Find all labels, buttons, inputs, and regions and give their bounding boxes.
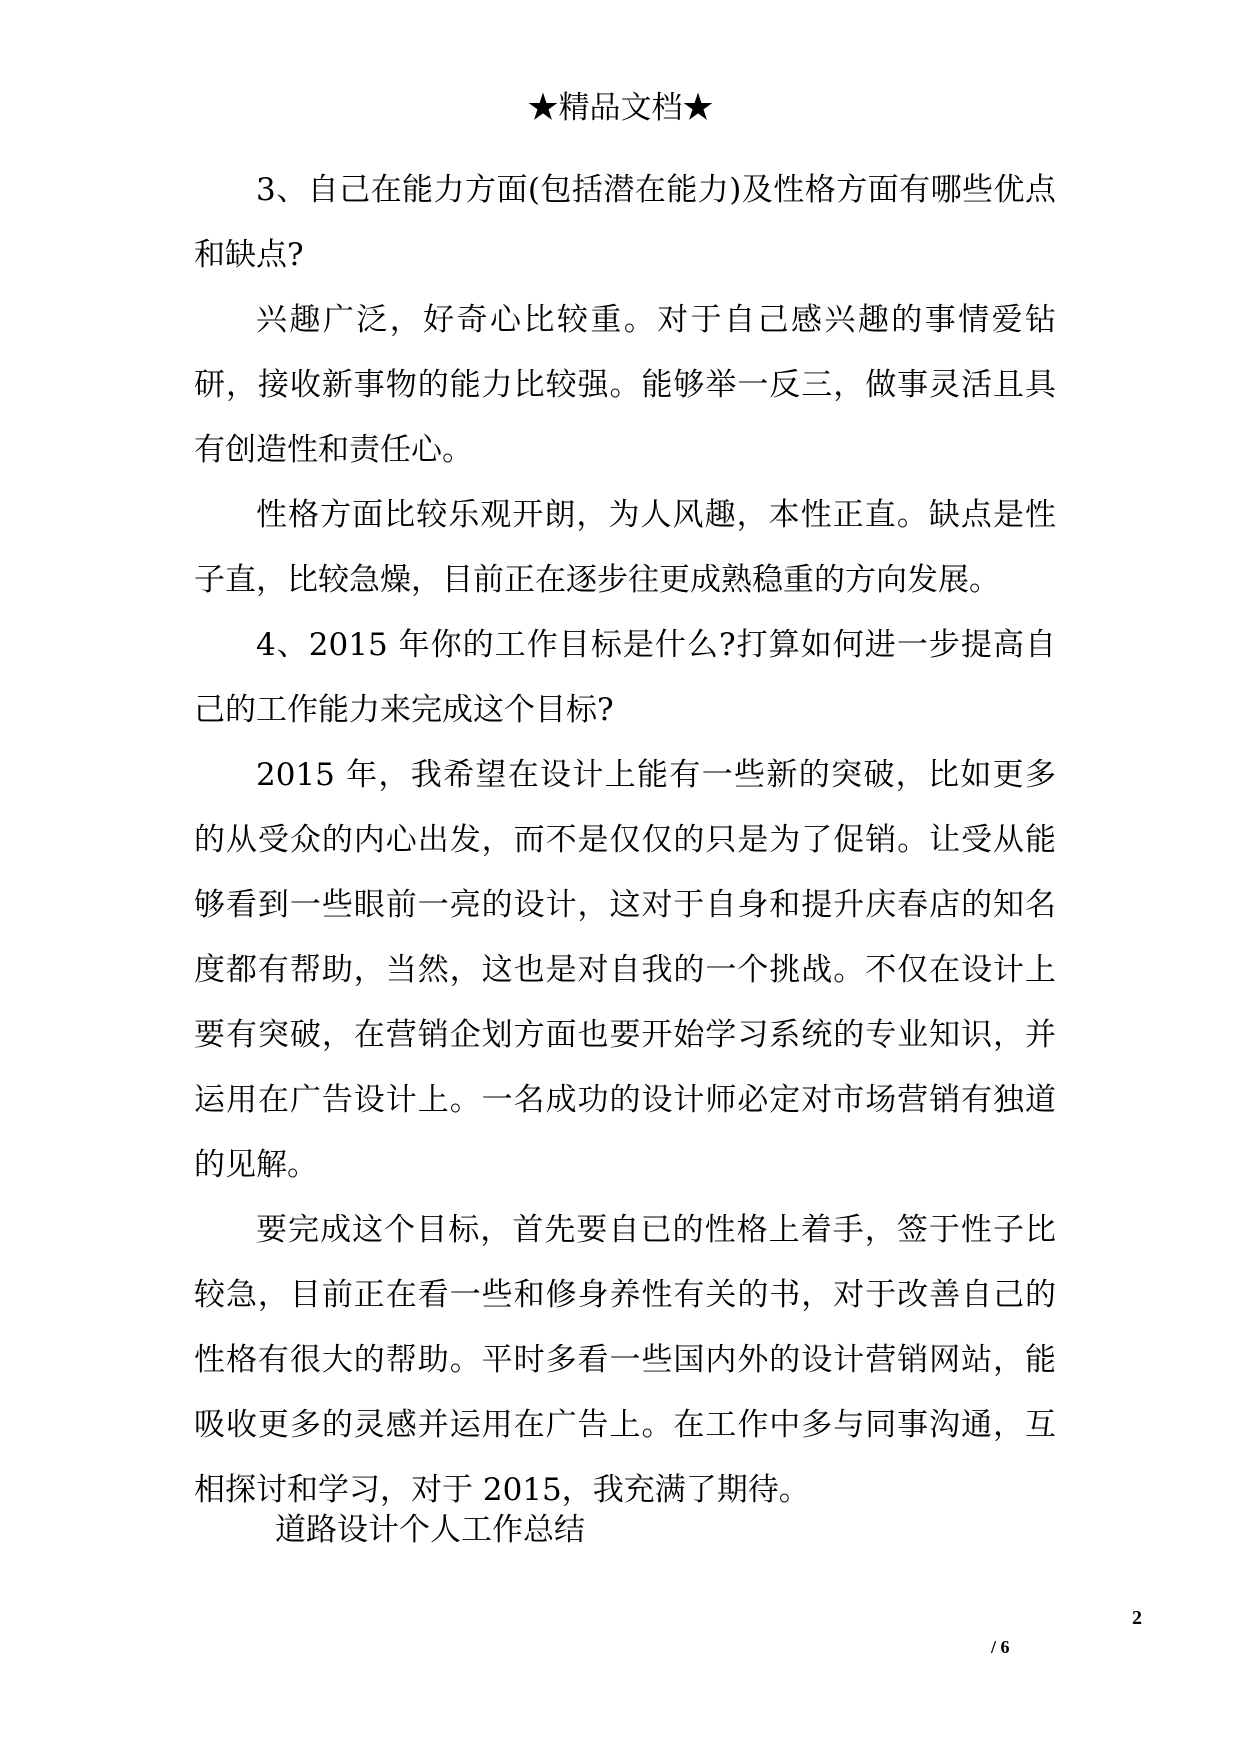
page-total: / 6 [991, 1637, 1010, 1657]
question-4-paragraph: 4、2015 年你的工作目标是什么?打算如何进一步提高自己的工作能力来完成这个目标? [194, 627, 1056, 728]
goal-2015-paragraph: 2015 年，我希望在设计上能有一些新的突破，比如更多的从受众的内心出发，而不是仅仅的只是为了促销。让受从能够看到一些眼前一亮的设计，这对于自身和提升庆春店的知名度都有帮助，当然，这也是对自我的一个挑战。不仅在设计上要有突破，在营销企划方面也要开始学习系统的专业知识，并运用在广告设计上。一名成功的设计师必定对市场营销有独道的见解。 [194, 757, 1056, 1183]
personality-paragraph: 性格方面比较乐观开朗，为人风趣，本性正直。缺点是性子直，比较急燥，目前正在逐步往更成熟稳重的方向发展。 [194, 497, 1056, 598]
plan-paragraph: 要完成这个目标，首先要自已的性格上着手，签于性子比较急，目前正在看一些和修身养性有关的书，对于改善自己的性格有很大的帮助。平时多看一些国内外的设计营销网站，能吸收更多的灵感并运用在广告上。在工作中多与同事沟通，互相探讨和学习，对于 2015，我充满了期待。 [194, 1212, 1056, 1508]
strengths-paragraph: 兴趣广泛，好奇心比较重。对于自己感兴趣的事情爱钻研，接收新事物的能力比较强。能够举一反三，做事灵活且具有创造性和责任心。 [194, 302, 1056, 468]
section-subheading: 道路设计个人工作总结 [275, 1512, 585, 1548]
document-body [194, 158, 1056, 1523]
page-header-title: ★精品文档★ [527, 90, 714, 126]
page-number: 2 [1132, 1607, 1142, 1629]
question-3-paragraph: 3、自己在能力方面(包括潜在能力)及性格方面有哪些优点和缺点? [194, 172, 1056, 273]
